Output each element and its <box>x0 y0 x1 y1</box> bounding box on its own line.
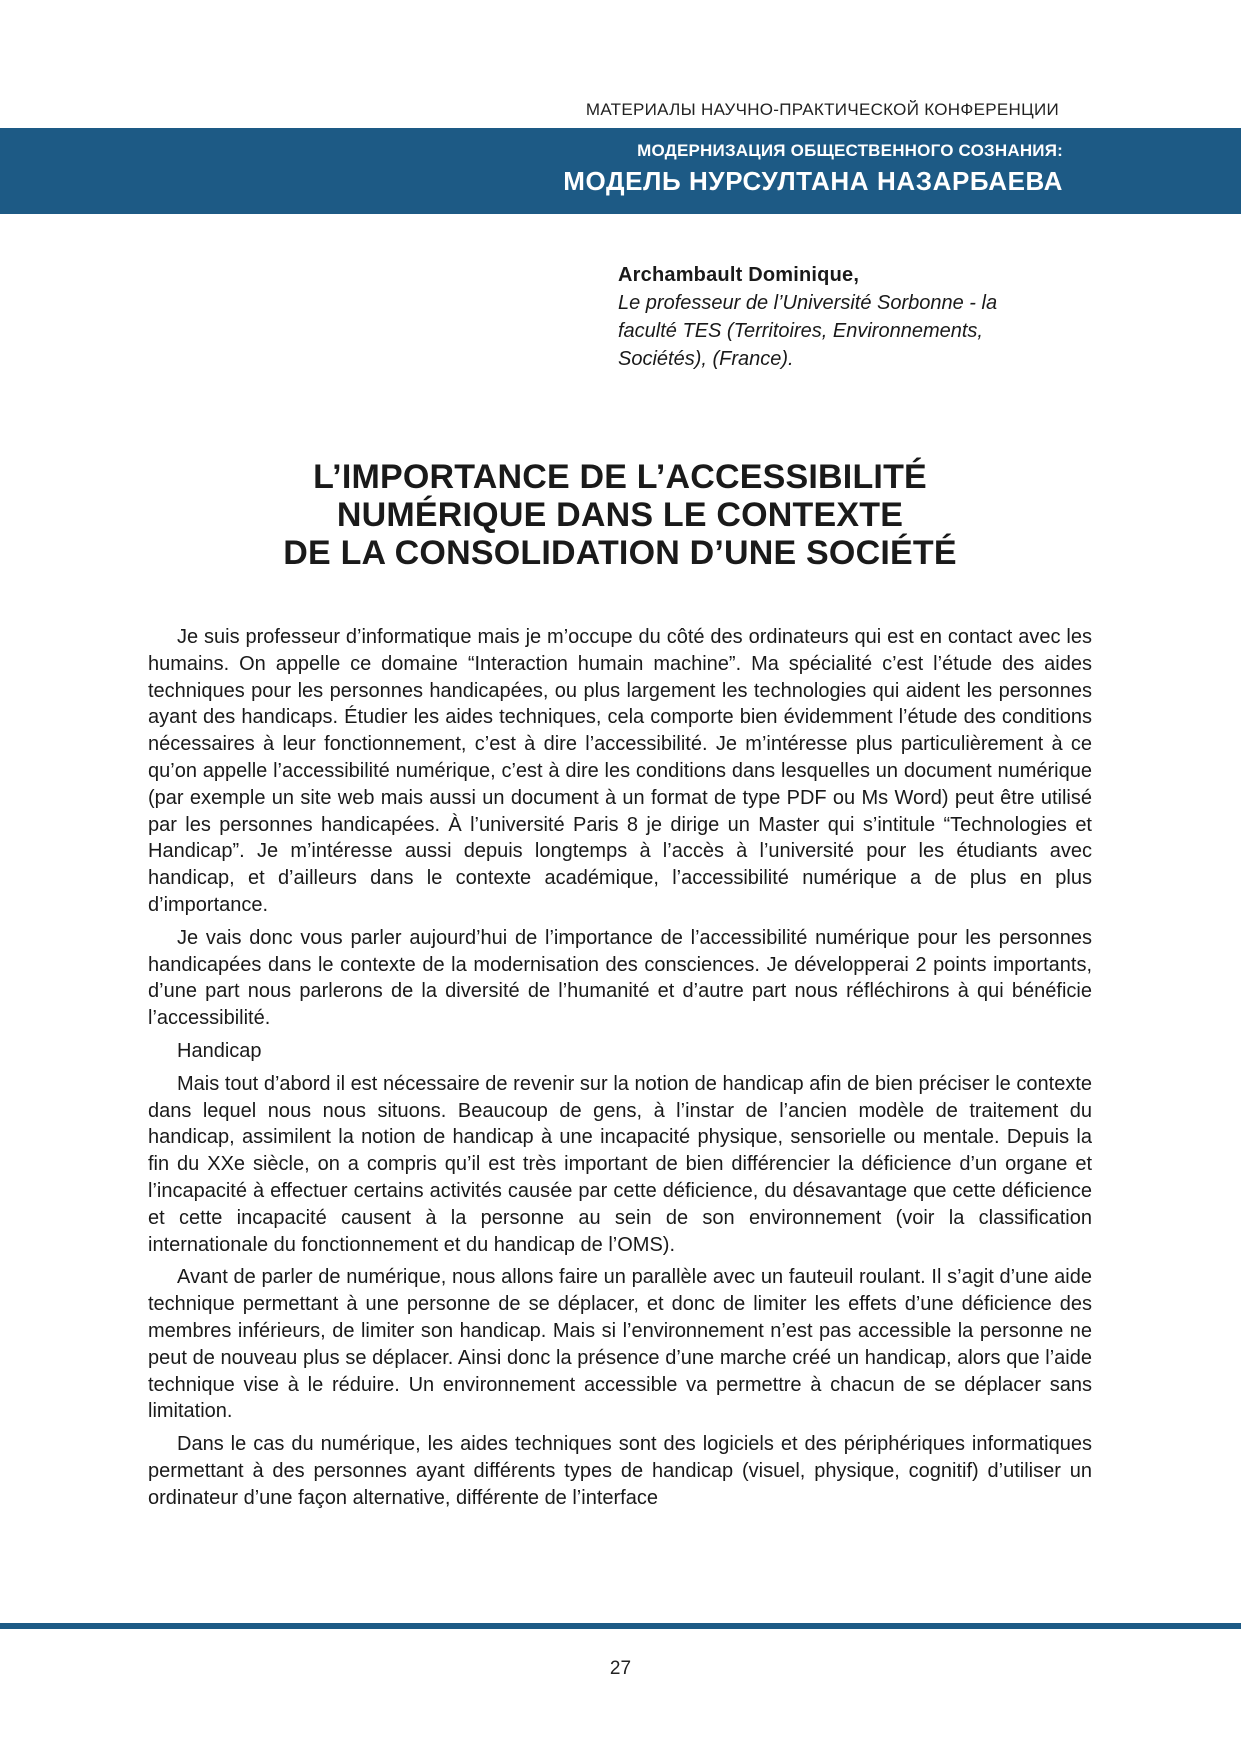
article-title <box>150 458 1090 572</box>
author-name: Archambault Dominique, <box>618 264 860 286</box>
author-affiliation-line: faculté TES (Territoires, Environnements, <box>618 320 983 342</box>
article-title-line: DE LA CONSOLIDATION D’UNE SOCIÉTÉ <box>283 534 957 572</box>
article-title-line: L’IMPORTANCE DE L’ACCESSIBILITÉ <box>313 458 927 496</box>
body-paragraph: Mais tout d’abord il est nécessaire de revenir sur la notion de handicap afin de bien préciser le contexte dans lequel nous nous situons. Beaucoup de gens, à l’instar de l’ancien modèle de traitement du handicap, assimilent la notion de handicap à une incapacité physique, sensorielle ou mentale. Depuis la fin du XXe siècle, on a compris qu’il est très important de bien différencier la déficience d’un organe et l’incapacité à effectuer certains activités causée par cette déficience, du désavantage que cette déficience et cette incapacité causent à la personne au sein de son environnement (voir la classification internationale du fonctionnement et du handicap de l’OMS). <box>148 1072 1092 1256</box>
article-body <box>148 624 1092 1518</box>
header-title: МОДЕЛЬ НУРСУЛТАНА НАЗАРБАЕВА <box>563 166 1063 196</box>
author-block <box>618 261 1088 373</box>
header-band <box>0 128 1241 214</box>
page-number: 27 <box>609 1658 632 1679</box>
author-affiliation-line: Le professeur de l’Université Sorbonne - la <box>618 292 998 314</box>
header-subtitle: МОДЕРНИЗАЦИЯ ОБЩЕСТВЕННОГО СОЗНАНИЯ: <box>637 141 1063 160</box>
body-paragraph: Je suis professeur d’informatique mais je m’occupe du côté des ordinateurs qui est en contact avec les humains. On appelle ce domaine “Interaction humain machine”. Ma spécialité c’est l’étude des aides techniques pour les personnes handicapées, ou plus largement les technologies qui aident les personnes ayant des handicaps. Étudier les aides techniques, cela comporte bien évidemment l’étude des conditions nécessaires à leur fonctionnement, c’est à dire l’accessibilité. Je m’intéresse plus particulièrement à ce qu’on appelle l’accessibilité numérique, c’est à dire les conditions dans lesquelles un document numérique (par exemple un site web mais aussi un document à un format de type PDF ou Ms Word) peut être utilisé par les personnes handicapées. À l’université Paris 8 je dirige un Master qui s’intitule “Technologies et Handicap”. Je m’intéresse aussi depuis longtemps à l’accès à l’université pour les étudiants avec handicap, et d’ailleurs dans le contexte académique, l’accessibilité numérique a de plus en plus d’importance. <box>148 626 1092 916</box>
article-title-line: NUMÉRIQUE DANS LE CONTEXTE <box>336 496 904 534</box>
section-heading: Handicap <box>177 1039 262 1062</box>
footer-rule <box>0 1623 1241 1629</box>
body-paragraph: Dans le cas du numérique, les aides techniques sont des logiciels et des périphériques informatiques permettant à des personnes ayant différents types de handicap (visuel, physique, cognitif) d’utiliser un ordinateur d’une façon alternative, différente de l’interface <box>148 1433 1092 1509</box>
body-paragraph: Je vais donc vous parler aujourd’hui de l’importance de l’accessibilité numérique pour les personnes handicapées dans le contexte de la modernisation des consciences. Je développerai 2 points importants, d’une part nous parlerons de la diversité de l’humanité et d’autre part nous réfléchirons à qui bénéficie l’accessibilité. <box>148 926 1092 1030</box>
author-affiliation-line: Sociétés), (France). <box>618 348 794 370</box>
conference-line: МАТЕРИАЛЫ НАУЧНО-ПРАКТИЧЕСКОЙ КОНФЕРЕНЦИИ <box>585 100 1059 119</box>
body-paragraph: Avant de parler de numérique, nous allons faire un parallèle avec un fauteuil roulant. Il s’agit d’une aide technique permettant à une personne de se déplacer, et donc de limiter les effets d’une déficience des membres inférieurs, de limiter son handicap. Mais si l’environnement n’est pas accessible la personne ne peut de nouveau plus se déplacer. Ainsi donc la présence d’une marche créé un handicap, alors que l’aide technique vise à le réduire. Un environnement accessible va permettre à chacun de se déplacer sans limitation. <box>148 1266 1092 1423</box>
